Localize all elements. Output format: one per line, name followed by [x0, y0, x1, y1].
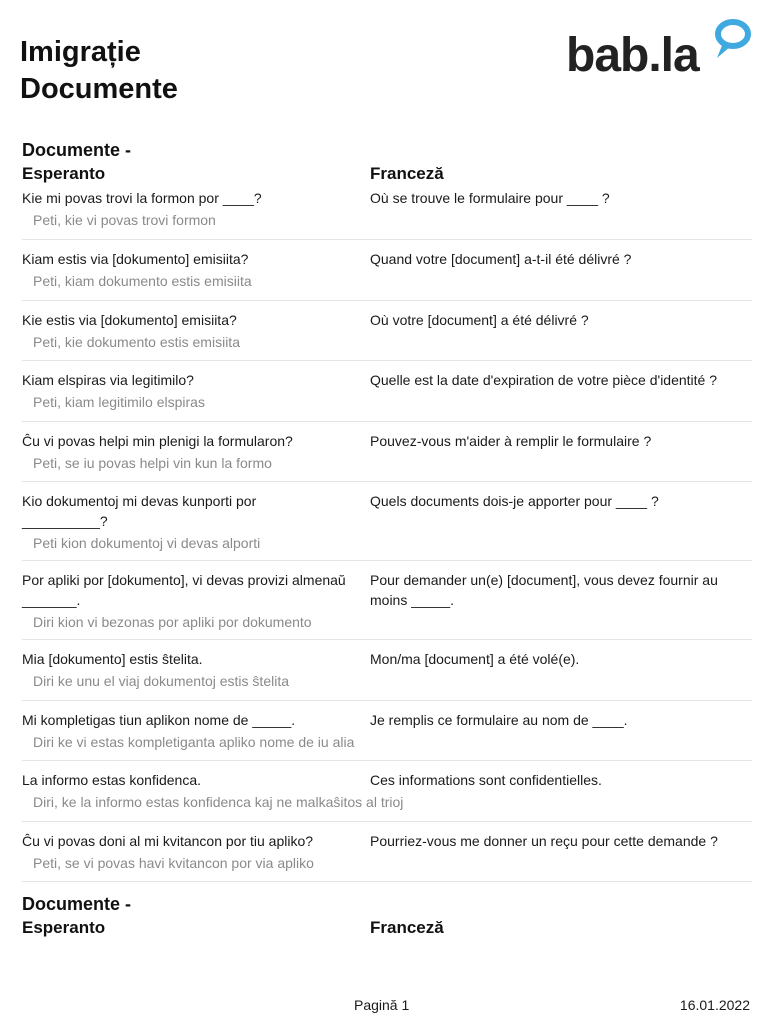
phrase-note: Diri ke unu el viaj dokumentoj estis ŝtelita — [33, 673, 290, 689]
phrase-note: Peti, se vi povas havi kvitancon por via apliko — [33, 855, 314, 871]
phrase-note: Peti kion dokumentoj vi devas alporti — [33, 535, 261, 551]
phrase-esperanto: Kiam elspiras via legitimilo? — [22, 372, 194, 388]
phrase-esperanto: Ĉu vi povas doni al mi kvitancon por tiu apliko? — [22, 833, 314, 849]
phrase-row — [22, 482, 752, 561]
page-number: Pagină 1 — [354, 997, 410, 1013]
section-header-2 — [22, 892, 752, 940]
section-header-1 — [22, 138, 752, 186]
phrase-french: Où votre [document] a été délivré ? — [370, 312, 589, 328]
phrase-esperanto: Por apliki por [dokumento], vi devas provizi almenaŭ _______. — [22, 572, 346, 608]
phrase-row — [22, 822, 752, 882]
section-title: Documente - — [22, 140, 132, 160]
page-title — [20, 34, 178, 108]
section-title: Documente - — [22, 894, 132, 914]
phrase-french: Pouvez-vous m'aider à remplir le formulaire ? — [370, 433, 652, 449]
phrase-french: Quand votre [document] a-t-il été délivré ? — [370, 251, 632, 267]
phrase-note: Peti, kiam dokumento estis emisiita — [33, 273, 252, 289]
phrase-esperanto: Mi kompletigas tiun aplikon nome de _____. — [22, 712, 296, 728]
babla-logo[interactable] — [566, 16, 756, 82]
phrase-note: Peti, kie vi povas trovi formon — [33, 212, 216, 228]
phrase-note: Peti, kie dokumento estis emisiita — [33, 334, 240, 350]
phrase-row — [22, 701, 752, 761]
logo-text: bab.la — [566, 29, 699, 82]
phrase-esperanto: Kiam estis via [dokumento] emisiita? — [22, 251, 249, 267]
speech-bubble-icon — [709, 16, 753, 62]
page-title-line-2: Documente — [20, 73, 178, 105]
phrase-french: Pour demander un(e) [document], vous devez fournir au moins _____. — [370, 572, 718, 608]
phrase-esperanto: Ĉu vi povas helpi min plenigi la formularon? — [22, 433, 293, 449]
phrase-row — [22, 301, 752, 361]
phrase-note: Diri ke vi estas kompletiganta apliko nome de iu alia — [33, 734, 355, 750]
phrase-row — [22, 361, 752, 422]
phrase-note: Diri kion vi bezonas por apliki por dokumento — [33, 614, 312, 630]
phrase-french: Où se trouve le formulaire pour ____ ? — [370, 190, 610, 206]
phrase-french: Quelle est la date d'expiration de votre pièce d'identité ? — [370, 372, 718, 388]
print-date: 16.01.2022 — [679, 997, 750, 1013]
phrase-list — [22, 186, 752, 882]
column-heading-franceza: Franceză — [370, 918, 444, 937]
phrase-note: Diri, ke la informo estas konfidenca kaj ne malkaŝitos al trioj — [33, 794, 404, 810]
column-heading-esperanto: Esperanto — [22, 164, 106, 183]
phrase-row — [22, 561, 752, 640]
phrase-note: Peti, se iu povas helpi vin kun la formo — [33, 455, 272, 471]
page-title-line-1: Imigrație — [20, 36, 141, 68]
phrase-row — [22, 240, 752, 301]
phrase-note: Peti, kiam legitimilo elspiras — [33, 394, 205, 410]
phrase-row — [22, 761, 752, 822]
phrase-row — [22, 186, 752, 240]
phrase-esperanto: La informo estas konfidenca. — [22, 772, 201, 788]
phrase-esperanto: Mia [dokumento] estis ŝtelita. — [22, 651, 203, 667]
phrase-row — [22, 640, 752, 701]
column-heading-franceza: Franceză — [370, 164, 444, 183]
phrase-french: Quels documents dois-je apporter pour ____ ? — [370, 493, 659, 509]
phrase-esperanto: Kie mi povas trovi la formon por ____? — [22, 190, 262, 206]
phrase-esperanto: Kie estis via [dokumento] emisiita? — [22, 312, 237, 328]
column-heading-esperanto: Esperanto — [22, 918, 106, 937]
phrase-row — [22, 422, 752, 482]
phrase-french: Pourriez-vous me donner un reçu pour cette demande ? — [370, 833, 718, 849]
phrase-esperanto: Kio dokumentoj mi devas kunporti por __________? — [22, 493, 257, 529]
phrase-french: Ces informations sont confidentielles. — [370, 772, 602, 788]
phrase-french: Je remplis ce formulaire au nom de ____. — [370, 712, 628, 728]
phrase-french: Mon/ma [document] a été volé(e). — [370, 651, 580, 667]
